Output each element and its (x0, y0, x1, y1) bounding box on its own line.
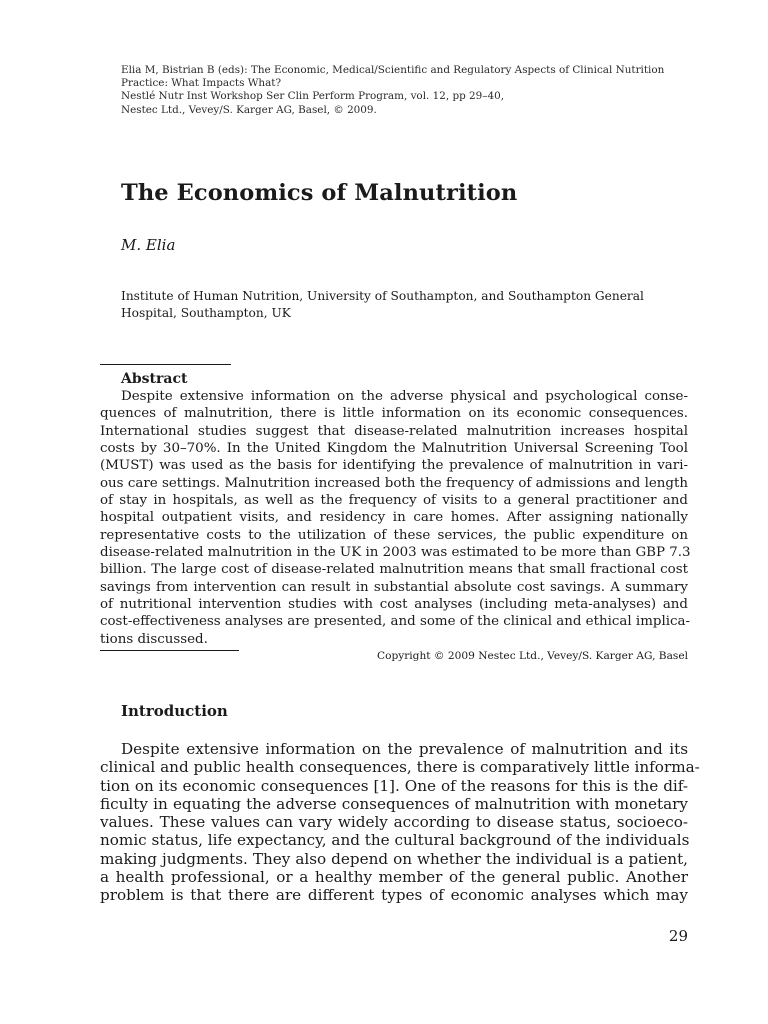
introduction-line: Despite extensive information on the prevalence of malnutrition and its (121, 740, 688, 758)
abstract-line: of nutritional intervention studies with cost analyses (including meta-analyses) and (100, 597, 688, 613)
abstract-bottom-rule (100, 650, 239, 651)
citation-line: Practice: What Impacts What? (121, 77, 282, 90)
abstract-line: quences of malnutrition, there is little information on its economic consequences. (100, 406, 688, 422)
author-affiliation (121, 288, 661, 321)
abstract-line: of stay in hospitals, as well as the frequency of visits to a general practitioner and (100, 493, 688, 509)
abstract-line: savings from intervention can result in substantial absolute cost savings. A summary (100, 579, 688, 595)
introduction-line: values. These values can vary widely according to disease status, socioeco- (100, 813, 688, 832)
citation-line: Elia M, Bistrian B (eds): The Economic, Medical/Scientific and Regulatory Aspects of Clinical Nutrition (121, 64, 665, 76)
introduction-heading: Introduction (121, 702, 228, 720)
abstract-line: tions discussed. (100, 631, 208, 647)
abstract-body (100, 388, 691, 648)
introduction-line: making judgments. They also depend on whether the individual is a patient, (100, 849, 688, 868)
article-title: The Economics of Malnutrition (121, 180, 518, 206)
affiliation-line: Institute of Human Nutrition, University of Southampton, and Southampton General (121, 289, 644, 303)
abstract-heading: Abstract (121, 371, 188, 387)
introduction-line: ficulty in equating the adverse consequences of malnutrition with monetary (100, 794, 688, 813)
abstract-line: ous care settings. Malnutrition increased both the frequency of admissions and length (100, 475, 688, 491)
introduction-body (100, 740, 700, 905)
citation-block (121, 64, 681, 117)
author-name: M. Elia (121, 236, 176, 254)
introduction-line: clinical and public health consequences, there is comparatively little informa- (100, 758, 700, 777)
introduction-line: tion on its economic consequences [1]. One of the reasons for this is the dif- (100, 776, 688, 795)
citation-line: Nestec Ltd., Vevey/S. Karger AG, Basel, © 2009. (121, 103, 377, 116)
abstract-line: representative costs to the utilization of these services, the public expenditure on (100, 527, 688, 543)
abstract-line: (MUST) was used as the basis for identifying the prevalence of malnutrition in vari- (100, 458, 688, 474)
introduction-line: a health professional, or a healthy member of the general public. Another (100, 868, 688, 887)
abstract-top-rule (100, 364, 231, 365)
abstract-line: hospital outpatient visits, and residency in care homes. After assigning nationally (100, 510, 688, 526)
copyright-notice: Copyright © 2009 Nestec Ltd., Vevey/S. Karger AG, Basel (376, 650, 688, 662)
abstract-line: cost-effectiveness analyses are presented, and some of the clinical and ethical implica- (100, 614, 691, 630)
citation-line: Nestlé Nutr Inst Workshop Ser Clin Perform Program, vol. 12, pp 29–40, (121, 90, 504, 103)
abstract-line: billion. The large cost of disease-related malnutrition means that small fractional cost (100, 562, 688, 578)
abstract-line: International studies suggest that disease-related malnutrition increases hospital (100, 423, 688, 439)
page-number: 29 (668, 927, 688, 945)
introduction-line: problem is that there are different types of economic analyses which may (100, 886, 688, 905)
affiliation-line: Hospital, Southampton, UK (121, 305, 291, 320)
introduction-line: nomic status, life expectancy, and the cultural background of the individuals (100, 831, 690, 850)
abstract-line: costs by 30–70%. In the United Kingdom the Malnutrition Universal Screening Tool (100, 441, 688, 457)
abstract-line: Despite extensive information on the adverse physical and psychological conse- (121, 389, 688, 404)
abstract-line: disease-related malnutrition in the UK in 2003 was estimated to be more than GBP 7.3 (100, 545, 691, 561)
